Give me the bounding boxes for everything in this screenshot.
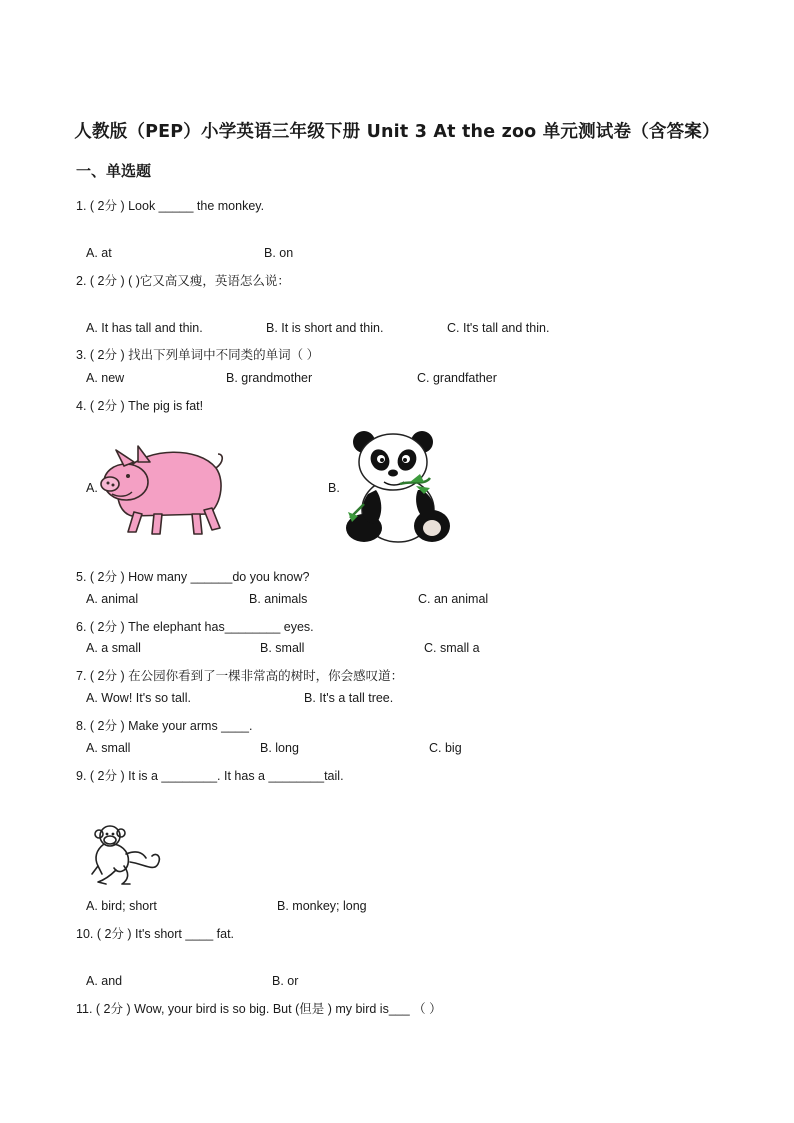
panda-icon (340, 428, 452, 548)
question-stem: 3. ( 2分 ) 找出下列单词中不同类的单词（ ） (76, 348, 320, 362)
question-2 (0, 271, 794, 291)
option-c[interactable]: C. big (429, 741, 462, 755)
option-b[interactable]: B. It is short and thin. (266, 321, 384, 335)
question-7 (0, 666, 794, 686)
option-a[interactable]: A. Wow! It's so tall. (86, 691, 191, 705)
question-11 (0, 999, 794, 1019)
option-a[interactable]: A. new (86, 371, 125, 385)
question-1-options (0, 246, 794, 266)
option-a[interactable]: A. a small (86, 641, 141, 655)
option-a[interactable]: A. small (86, 741, 131, 755)
question-10 (0, 924, 794, 944)
question-stem: 2. ( 2分 ) ( )它又高又瘦，英语怎么说： (76, 274, 290, 288)
option-b[interactable]: B. It's a tall tree. (304, 691, 394, 705)
option-b[interactable]: B. animals (249, 592, 308, 606)
option-a[interactable]: A. animal (86, 592, 139, 606)
pig-icon (98, 438, 228, 538)
option-b[interactable]: B. (328, 481, 340, 495)
option-a[interactable]: A. and (86, 974, 123, 988)
option-b[interactable]: B. or (272, 974, 299, 988)
page-title: 人教版（PEP）小学英语三年级下册 Unit 3 At the zoo 单元测试卷（含答案） (74, 122, 720, 142)
question-1 (0, 196, 794, 216)
question-5 (0, 567, 794, 587)
question-stem: 8. ( 2分 ) Make your arms ____. (76, 719, 253, 733)
option-c[interactable]: C. small a (424, 641, 480, 655)
question-6-options (0, 641, 794, 661)
option-a[interactable]: A. (86, 481, 98, 495)
question-6 (0, 617, 794, 637)
question-stem: 1. ( 2分 ) Look _____ the monkey. (76, 199, 265, 213)
option-a[interactable]: A. bird; short (86, 899, 157, 913)
question-stem: 4. ( 2分 ) The pig is fat! (76, 399, 204, 413)
question-3-options (0, 371, 794, 391)
option-c[interactable]: C. It's tall and thin. (447, 321, 550, 335)
question-10-options (0, 974, 794, 994)
question-4 (0, 396, 794, 416)
option-c[interactable]: C. an animal (418, 592, 489, 606)
question-stem: 11. ( 2分 ) Wow, your bird is so big. But (但是 ) my bird is___ （ ） (76, 1002, 442, 1016)
question-stem: 10. ( 2分 ) It's short ____ fat. (76, 927, 235, 941)
question-5-options (0, 592, 794, 612)
question-8-options (0, 741, 794, 761)
question-stem: 6. ( 2分 ) The elephant has________ eyes. (76, 620, 314, 634)
question-7-options (0, 691, 794, 711)
question-8 (0, 716, 794, 736)
option-b[interactable]: B. grandmother (226, 371, 313, 385)
question-stem: 5. ( 2分 ) How many ______do you know? (76, 570, 310, 584)
option-b[interactable]: B. small (260, 641, 305, 655)
question-9-options (0, 899, 794, 919)
option-b[interactable]: B. on (264, 246, 294, 260)
option-c[interactable]: C. grandfather (417, 371, 497, 385)
option-b[interactable]: B. long (260, 741, 299, 755)
option-a[interactable]: A. It has tall and thin. (86, 321, 203, 335)
question-stem: 9. ( 2分 ) It is a ________. It has a ________tail. (76, 769, 344, 783)
question-9 (0, 766, 794, 786)
question-3 (0, 345, 794, 365)
option-b[interactable]: B. monkey; long (277, 899, 367, 913)
question-stem: 7. ( 2分 ) 在公园你看到了一棵非常高的树时，你会感叹道： (76, 669, 404, 683)
monkey-icon (88, 822, 172, 888)
question-2-options (0, 321, 794, 341)
section-heading: 一、单选题 (76, 162, 152, 180)
option-a[interactable]: A. at (86, 246, 112, 260)
